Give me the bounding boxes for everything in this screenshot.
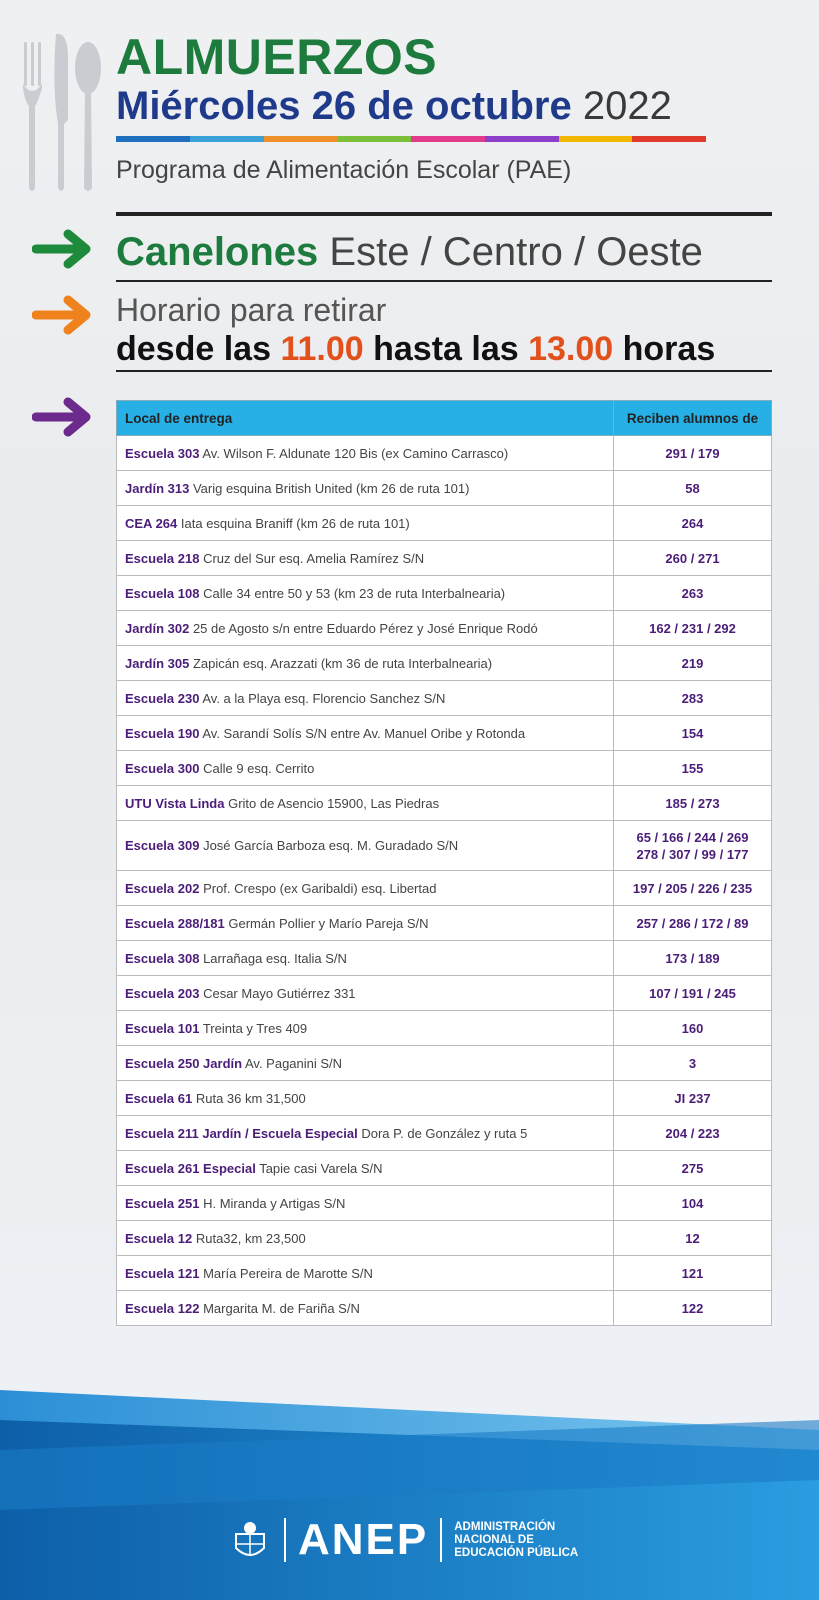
students-cell xyxy=(614,681,772,716)
schedule-unit: horas xyxy=(622,330,716,368)
school-address: Varig esquina British United (km 26 de ruta 101) xyxy=(192,480,470,496)
location-cell xyxy=(117,871,614,906)
stripe-segment xyxy=(190,136,264,142)
school-codes: 122 xyxy=(681,1300,704,1316)
school-name: Escuela 261 Especial xyxy=(125,1160,256,1176)
school-name: UTU Vista Linda xyxy=(125,795,225,811)
students-cell xyxy=(614,976,772,1011)
school-codes: 154 xyxy=(681,725,704,741)
school-address: Zapicán esq. Arazzati (km 36 de ruta Interbalnearia) xyxy=(192,655,493,671)
location-cell xyxy=(117,1186,614,1221)
school-name: Jardín 305 xyxy=(125,655,190,671)
location-cell xyxy=(117,681,614,716)
color-stripe xyxy=(116,136,706,142)
school-address: Dora P. de González y ruta 5 xyxy=(361,1125,528,1141)
stripe-segment xyxy=(337,136,411,142)
students-cell xyxy=(614,471,772,506)
location-cell xyxy=(117,821,614,871)
footer-logo xyxy=(228,1510,578,1570)
school-name: Escuela 101 xyxy=(125,1020,200,1036)
school-codes: 278 / 307 / 99 / 177 xyxy=(636,846,749,862)
table-row xyxy=(117,1256,772,1291)
stripe-segment xyxy=(559,136,633,142)
stripe-segment xyxy=(411,136,485,142)
students-cell xyxy=(614,541,772,576)
anep-logo: ANEP xyxy=(298,1515,429,1564)
school-address: Germán Pollier y Marío Pareja S/N xyxy=(228,915,429,931)
school-codes: JI 237 xyxy=(674,1090,711,1106)
table-row xyxy=(117,1151,772,1186)
table-row xyxy=(117,941,772,976)
table-row xyxy=(117,751,772,786)
table-row xyxy=(117,716,772,751)
school-codes: 107 / 191 / 245 xyxy=(649,985,736,1001)
location-cell xyxy=(117,1221,614,1256)
location-cell xyxy=(117,751,614,786)
logo-divider xyxy=(284,1518,286,1562)
stripe-segment xyxy=(632,136,706,142)
school-codes: 160 xyxy=(681,1020,704,1036)
students-cell xyxy=(614,436,772,471)
table-row xyxy=(117,1221,772,1256)
school-codes: 275 xyxy=(681,1160,704,1176)
institution-name xyxy=(454,1521,578,1560)
school-name: Escuela 303 xyxy=(125,445,200,461)
table-row xyxy=(117,1186,772,1221)
table-row xyxy=(117,681,772,716)
table-row xyxy=(117,1011,772,1046)
arrow-right-icon xyxy=(32,294,94,336)
institution-line: NACIONAL DE xyxy=(454,1533,534,1546)
table-row xyxy=(117,1046,772,1081)
school-address: Cruz del Sur esq. Amelia Ramírez S/N xyxy=(203,550,425,566)
school-codes: 283 xyxy=(681,690,704,706)
school-name: CEA 264 xyxy=(125,515,178,531)
students-cell xyxy=(614,716,772,751)
school-codes: 162 / 231 / 292 xyxy=(649,620,736,636)
school-address: Ruta32, km 23,500 xyxy=(195,1230,306,1246)
program-name: Programa de Alimentación Escolar (PAE) xyxy=(116,156,572,184)
location-cell xyxy=(117,436,614,471)
table-row xyxy=(117,541,772,576)
location-cell xyxy=(117,1081,614,1116)
school-codes: 219 xyxy=(681,655,704,671)
location-cell xyxy=(117,716,614,751)
students-cell xyxy=(614,611,772,646)
column-header-location: Local de entrega xyxy=(117,401,614,436)
school-address: Av. Paganini S/N xyxy=(244,1055,343,1071)
school-codes: 3 xyxy=(688,1055,697,1071)
school-address: Av. Wilson F. Aldunate 120 Bis (ex Camino Carrasco) xyxy=(202,445,509,461)
school-name: Escuela 12 xyxy=(125,1230,193,1246)
school-name: Escuela 108 xyxy=(125,585,200,601)
page-title: ALMUERZOS xyxy=(116,29,438,85)
school-name: Escuela 230 xyxy=(125,690,200,706)
school-codes: 257 / 286 / 172 / 89 xyxy=(636,915,749,931)
school-codes: 291 / 179 xyxy=(665,445,720,461)
school-codes: 204 / 223 xyxy=(665,1125,720,1141)
table-header-row xyxy=(117,401,772,436)
column-header-students: Reciben alumnos de xyxy=(614,401,772,436)
school-codes: 104 xyxy=(681,1195,704,1211)
table-row xyxy=(117,976,772,1011)
students-cell xyxy=(614,1046,772,1081)
school-address: María Pereira de Marotte S/N xyxy=(203,1265,373,1281)
school-name: Escuela 121 xyxy=(125,1265,200,1281)
arrow-right-icon xyxy=(32,396,94,438)
school-name: Escuela 309 xyxy=(125,838,200,853)
divider xyxy=(116,370,772,372)
school-address: Av. a la Playa esq. Florencio Sanchez S/N xyxy=(202,690,446,706)
location-cell xyxy=(117,786,614,821)
students-cell xyxy=(614,646,772,681)
students-cell xyxy=(614,906,772,941)
students-cell xyxy=(614,1221,772,1256)
table-row xyxy=(117,1291,772,1326)
date-text: Miércoles 26 de octubre xyxy=(116,84,572,128)
students-cell xyxy=(614,821,772,871)
students-cell xyxy=(614,506,772,541)
table-row xyxy=(117,871,772,906)
school-name: Escuela 250 Jardín xyxy=(125,1055,243,1071)
school-address: Cesar Mayo Gutiérrez 331 xyxy=(203,985,356,1001)
school-codes: 173 / 189 xyxy=(665,950,720,966)
table-row xyxy=(117,646,772,681)
school-address: Iata esquina Braniff (km 26 de ruta 101) xyxy=(180,515,410,531)
stripe-segment xyxy=(264,136,338,142)
arrow-right-icon xyxy=(32,228,94,270)
school-codes: 197 / 205 / 226 / 235 xyxy=(632,880,753,896)
school-name: Jardín 302 xyxy=(125,620,190,636)
location-cell xyxy=(117,471,614,506)
schedule-start-time: 11.00 xyxy=(280,330,364,368)
location-cell xyxy=(117,576,614,611)
school-codes: 260 / 271 xyxy=(665,550,720,566)
table-row xyxy=(117,506,772,541)
schedule-label: Horario para retirar xyxy=(116,292,387,328)
students-cell xyxy=(614,1256,772,1291)
school-address: Av. Sarandí Solís S/N entre Av. Manuel Oribe y Rotonda xyxy=(202,725,526,741)
title-block xyxy=(116,30,716,185)
school-address: Larrañaga esq. Italia S/N xyxy=(203,950,347,966)
institution-line: ADMINISTRACIÓN xyxy=(454,1520,556,1533)
school-codes: 58 xyxy=(685,480,700,496)
schedule-table xyxy=(116,400,772,1326)
school-address: José García Barboza esq. M. Guradado S/N xyxy=(203,838,459,853)
schedule-hours xyxy=(116,330,715,369)
location-cell xyxy=(117,1256,614,1291)
school-name: Escuela 308 xyxy=(125,950,200,966)
table-row xyxy=(117,821,772,871)
year-text: 2022 xyxy=(582,84,672,128)
schedule-from: desde las xyxy=(116,330,271,368)
schedule-until: hasta las xyxy=(373,330,519,368)
school-name: Escuela 218 xyxy=(125,550,200,566)
location-cell xyxy=(117,976,614,1011)
students-cell xyxy=(614,576,772,611)
school-address: Grito de Asencio 15900, Las Piedras xyxy=(228,795,440,811)
school-address: Margarita M. de Fariña S/N xyxy=(203,1300,360,1316)
stripe-segment xyxy=(485,136,559,142)
students-cell xyxy=(614,941,772,976)
table-row xyxy=(117,436,772,471)
students-cell xyxy=(614,1116,772,1151)
cutlery-icon xyxy=(18,28,108,198)
table-row xyxy=(117,906,772,941)
school-address: Tapie casi Varela S/N xyxy=(259,1160,383,1176)
table-row xyxy=(117,786,772,821)
location-cell xyxy=(117,1291,614,1326)
students-cell xyxy=(614,786,772,821)
school-address: Calle 34 entre 50 y 53 (km 23 de ruta Interbalnearia) xyxy=(203,585,506,601)
school-codes: 263 xyxy=(681,585,704,601)
school-codes: 264 xyxy=(681,515,704,531)
school-codes: 185 / 273 xyxy=(665,795,720,811)
students-cell xyxy=(614,1151,772,1186)
school-address: Calle 9 esq. Cerrito xyxy=(203,760,315,776)
school-codes: 155 xyxy=(681,760,704,776)
institution-line: EDUCACIÓN PÚBLICA xyxy=(454,1546,579,1559)
school-address: 25 de Agosto s/n entre Eduardo Pérez y José Enrique Rodó xyxy=(192,620,538,636)
students-cell xyxy=(614,1291,772,1326)
location-cell xyxy=(117,1151,614,1186)
table-row xyxy=(117,576,772,611)
coat-of-arms-icon xyxy=(228,1518,272,1562)
location-cell xyxy=(117,506,614,541)
table-row xyxy=(117,471,772,506)
school-address: H. Miranda y Artigas S/N xyxy=(203,1195,346,1211)
region-zones: Este / Centro / Oeste xyxy=(329,230,703,274)
school-address: Prof. Crespo (ex Garibaldi) esq. Libertad xyxy=(203,880,437,896)
schedule-end-time: 13.00 xyxy=(528,330,614,368)
school-name: Jardín 313 xyxy=(125,480,190,496)
region-name: Canelones xyxy=(116,230,319,274)
school-codes: 121 xyxy=(681,1265,704,1281)
table-row xyxy=(117,611,772,646)
school-name: Escuela 122 xyxy=(125,1300,200,1316)
students-cell xyxy=(614,751,772,786)
school-name: Escuela 251 xyxy=(125,1195,200,1211)
location-cell xyxy=(117,906,614,941)
region-heading xyxy=(116,228,703,276)
school-name: Escuela 190 xyxy=(125,725,200,741)
school-name: Escuela 202 xyxy=(125,880,200,896)
stripe-segment xyxy=(116,136,190,142)
divider xyxy=(116,212,772,216)
school-codes: 65 / 166 / 244 / 269 xyxy=(636,829,749,845)
location-cell xyxy=(117,1046,614,1081)
location-cell xyxy=(117,941,614,976)
school-name: Escuela 300 xyxy=(125,760,200,776)
divider xyxy=(116,280,772,282)
school-codes: 12 xyxy=(685,1230,700,1246)
school-name: Escuela 288/181 xyxy=(125,915,225,931)
school-name: Escuela 61 xyxy=(125,1090,193,1106)
students-cell xyxy=(614,1011,772,1046)
school-address: Ruta 36 km 31,500 xyxy=(195,1090,306,1106)
table-row xyxy=(117,1081,772,1116)
location-cell xyxy=(117,646,614,681)
students-cell xyxy=(614,1186,772,1221)
students-cell xyxy=(614,871,772,906)
date-heading xyxy=(116,84,716,128)
location-cell xyxy=(117,611,614,646)
logo-divider xyxy=(440,1518,442,1562)
school-name: Escuela 203 xyxy=(125,985,200,1001)
students-cell xyxy=(614,1081,772,1116)
table-row xyxy=(117,1116,772,1151)
school-address: Treinta y Tres 409 xyxy=(202,1020,308,1036)
school-name: Escuela 211 Jardín / Escuela Especial xyxy=(125,1125,358,1141)
location-cell xyxy=(117,1011,614,1046)
location-cell xyxy=(117,541,614,576)
location-cell xyxy=(117,1116,614,1151)
